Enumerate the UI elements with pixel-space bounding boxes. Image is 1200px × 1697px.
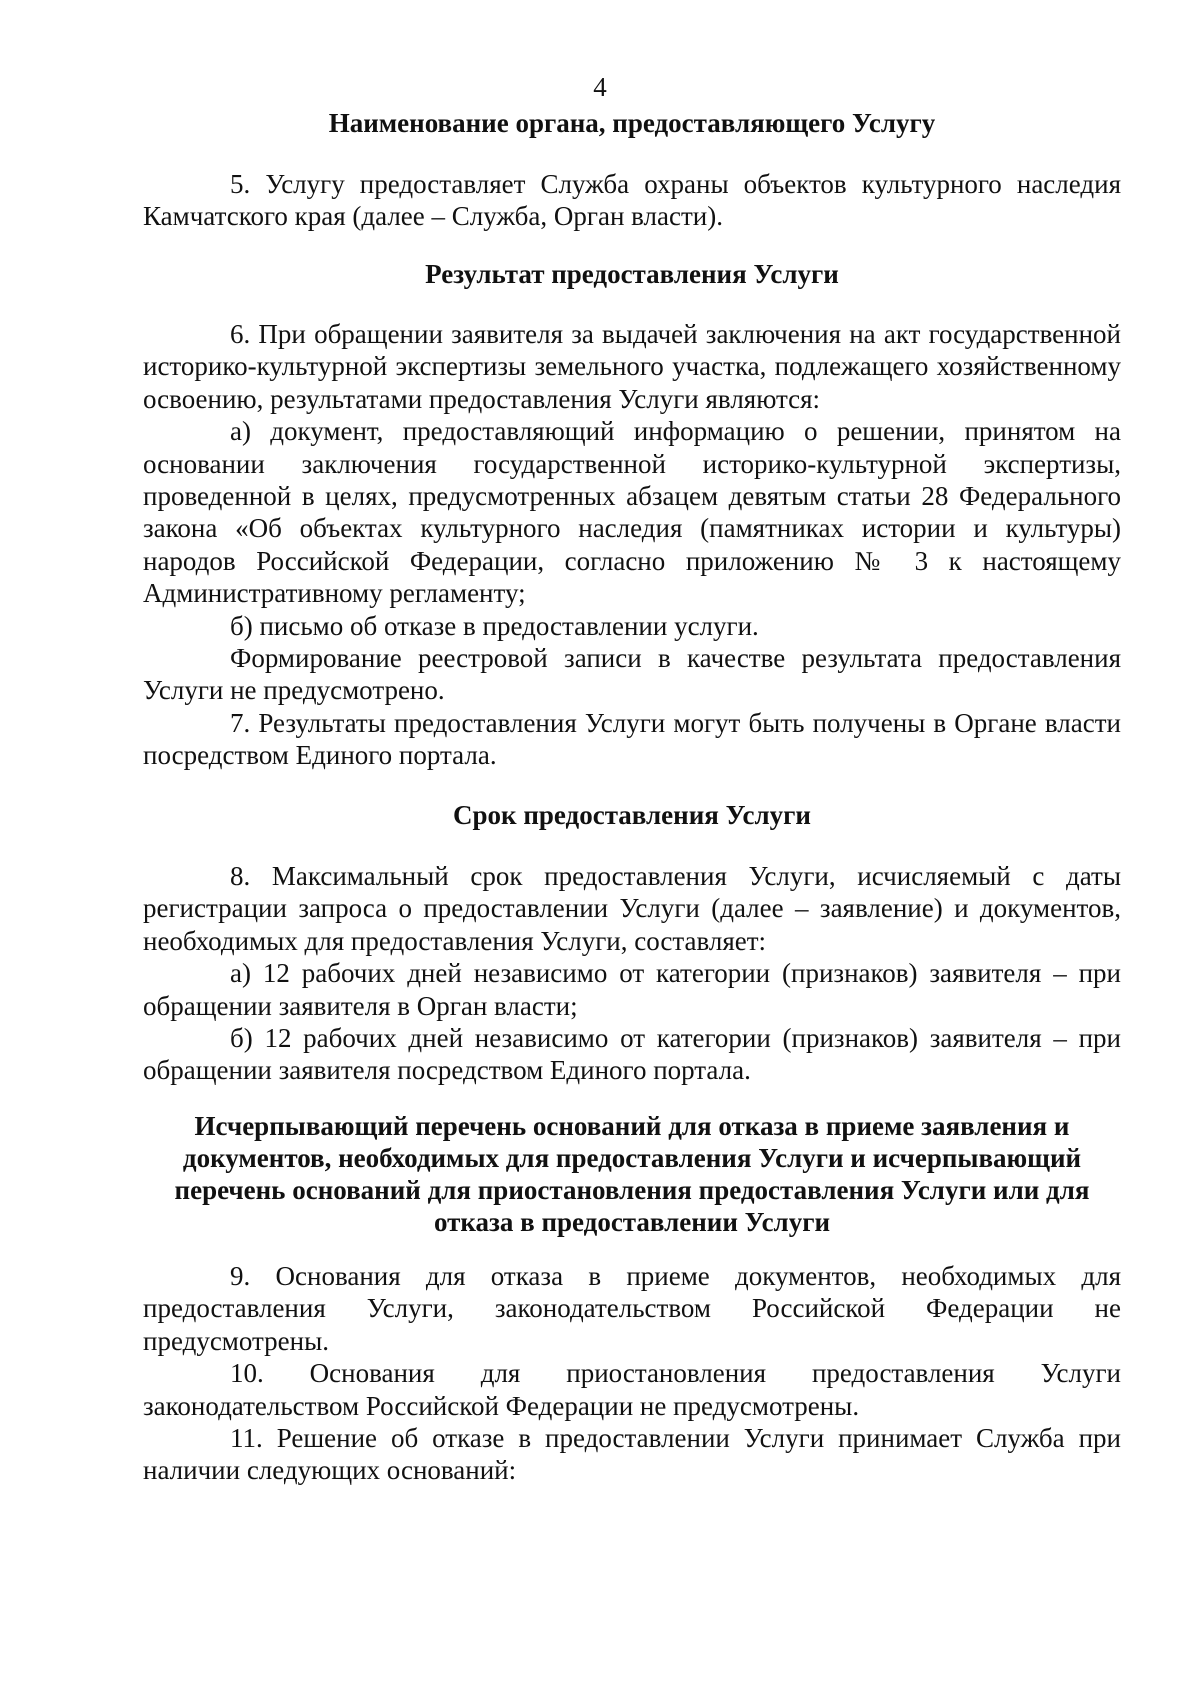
section-heading-grounds-line1: Исчерпывающий перечень оснований для отказа в приеме заявления и (194, 1111, 1070, 1141)
section-heading-grounds-line3: перечень оснований для приостановления предоставления Услуги или для (174, 1175, 1090, 1205)
paragraph-8b: б) 12 рабочих дней независимо от категории (признаков) заявителя – при обращении заявителя посредством Единого портала. (143, 1023, 1121, 1086)
paragraph-8a: а) 12 рабочих дней независимо от категории (признаков) заявителя – при обращении заявителя в Орган власти; (143, 958, 1121, 1021)
paragraph-6c: Формирование реестровой записи в качестве результата предоставления Услуги не предусмотрено. (143, 643, 1121, 706)
paragraph-11: 11. Решение об отказе в предоставлении Услуги принимает Служба при наличии следующих оснований: (143, 1423, 1121, 1486)
section-term (143, 799, 1121, 831)
section-organ (143, 107, 1121, 139)
paragraph-6a: а) документ, предоставляющий информацию о решении, принятом на основании заключения государственной историко-культурной экспертизы, проведенной в целях, предусмотренных абзацем девятым статьи 28 Федерального закона «Об объектах культурного наследия (памятниках истории и культуры) народов Российской Федерации, согласно приложению № 3 к настоящему Административному регламенту; (143, 416, 1121, 609)
section-heading-organ: Наименование органа, предоставляющего Услугу (328, 108, 936, 138)
section-heading-term: Срок предоставления Услуги (453, 800, 811, 830)
page-number: 4 (593, 72, 607, 102)
paragraph-8: 8. Максимальный срок предоставления Услуги, исчисляемый с даты регистрации запроса о предоставлении Услуги (далее – заявление) и документов, необходимых для предоставления Услуги, составляет: (143, 861, 1121, 956)
paragraph-9: 9. Основания для отказа в приеме документов, необходимых для предоставления Услуги, законодательством Российской Федерации не предусмотрены. (143, 1261, 1121, 1356)
section-heading-grounds-line2: документов, необходимых для предоставления Услуги и исчерпывающий (182, 1143, 1082, 1173)
section-grounds (143, 1110, 1121, 1238)
section-organ-body (143, 168, 1121, 233)
paragraph-5: 5. Услугу предоставляет Служба охраны объектов культурного наследия Камчатского края (далее – Служба, Орган власти). (143, 169, 1121, 232)
paragraph-7: 7. Результаты предоставления Услуги могут быть получены в Органе власти посредством Единого портала. (143, 707, 1121, 771)
paragraph-10: 10. Основания для приостановления предоставления Услуги законодательством Российской Федерации не предусмотрены. (143, 1358, 1121, 1421)
section-heading-grounds-line4: отказа в предоставлении Услуги (433, 1207, 831, 1237)
section-result-body (143, 318, 1121, 772)
section-term-body (143, 860, 1121, 1087)
section-grounds-body (143, 1260, 1121, 1487)
section-heading-result: Результат предоставления Услуги (425, 259, 839, 289)
paragraph-6b: б) письмо об отказе в предоставлении услуги. (230, 610, 759, 641)
section-result (143, 258, 1121, 290)
paragraph-6: 6. При обращении заявителя за выдачей заключения на акт государственной историко-культурной экспертизы земельного участка, подлежащего хозяйственному освоению, результатами предоставления Услуги являются: (143, 319, 1121, 414)
